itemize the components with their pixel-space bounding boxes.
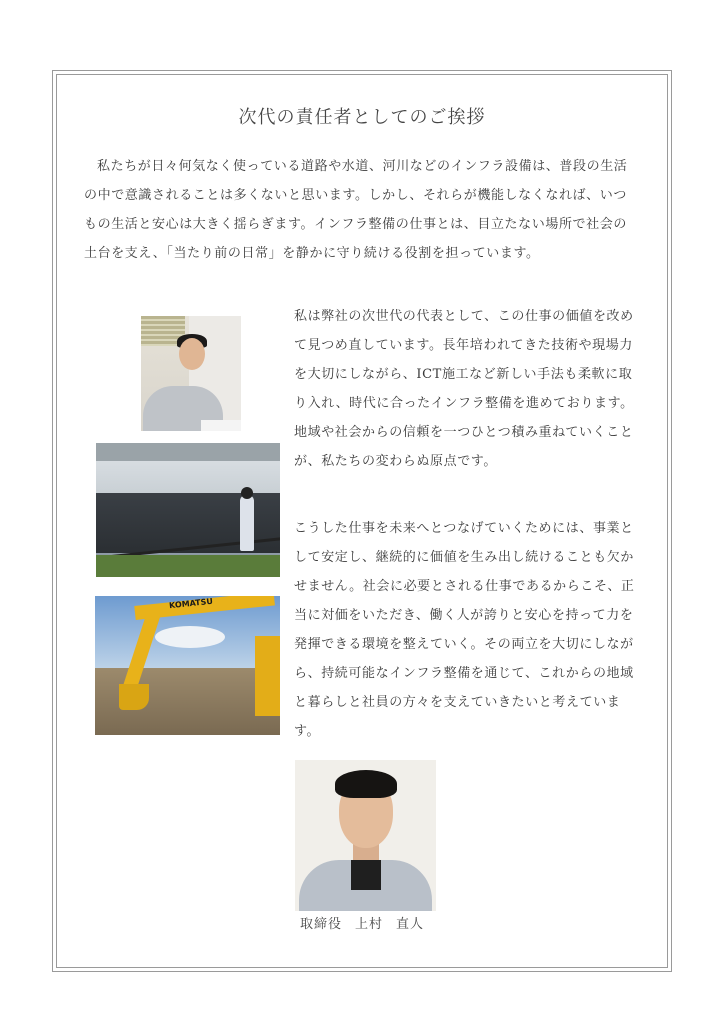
executive-portrait-photo (295, 760, 436, 911)
body-paragraph-3: こうした仕事を未来へとつなげていくためには、事業として安定し、継続的に価値を生み出し続けることも欠かせません。社会に必要とされる仕事であるからこそ、正当に対価をいただき、働く人が誇りと安心を持って力を発揮できる環境を整えていく。その両立を大切にしながら、持続可能なインフラ整備を通じて、これからの地域と暮らしと社員の方々を支えていきたいと考えています。 (294, 521, 635, 739)
signature-given-name: 直人 (396, 917, 425, 932)
page-title: 次代の責任者としてのご挨拶 (238, 107, 486, 128)
excavator-brand-label: KOMATSU (168, 596, 214, 611)
signature-caption (0, 913, 724, 932)
office-portrait-photo (141, 316, 241, 431)
signature-role: 取締役 (299, 917, 342, 932)
intro-paragraph: 私たちが日々何気なく使っている道路や水道、河川などのインフラ設備は、普段の生活の中で意識されることは多くないと思います。しかし、それらが機能しなくなれば、いつもの生活と安心は大きく揺らぎます。インフラ整備の仕事とは、目立たない場所で社会の土台を支え、「当たり前の日常」を静かに守り続ける役割を担っています。 (84, 159, 628, 261)
body-paragraph-2: 私は弊社の次世代の代表として、この仕事の価値を改めて見つめ直しています。長年培われてきた技術や現場力を大切にしながら、ICT施工など新しい手法も柔軟に取り入れ、時代に合ったインフラ整備を進めております。地域や社会からの信頼を一つひとつ積み重ねていくことが、私たちの変わらぬ原点です。 (294, 309, 634, 469)
excavator-site-photo (95, 596, 280, 735)
signature-family-name: 上村 (354, 917, 383, 932)
survey-site-photo (96, 443, 280, 577)
